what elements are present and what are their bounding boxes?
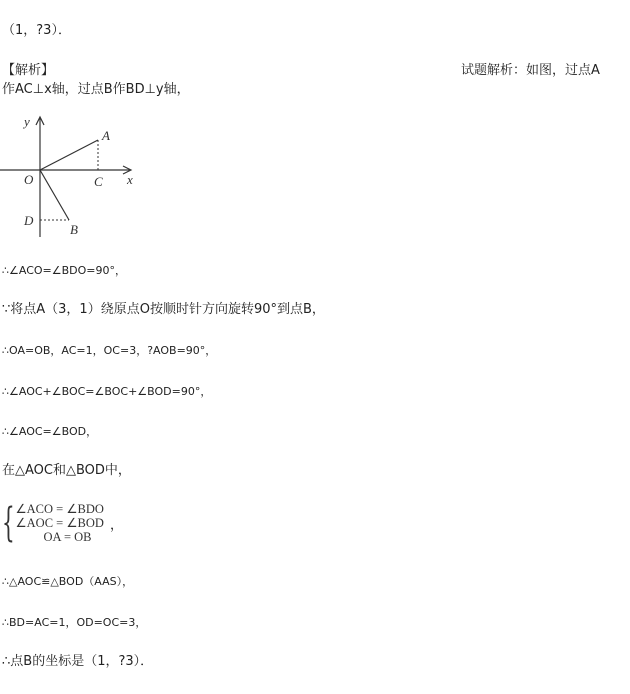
- equation-3: OA = OB: [43, 530, 92, 544]
- step-3: ∴OA=OB，AC=1，OC=3，?AOB=90°，: [2, 344, 217, 357]
- equation-tail: ，: [109, 517, 123, 533]
- segment-oa: [40, 140, 98, 170]
- equation-lines: [15, 502, 104, 544]
- label-x: x: [127, 172, 133, 187]
- coordinate-diagram: [0, 112, 150, 242]
- label-y: y: [24, 114, 30, 129]
- label-b: B: [70, 222, 78, 237]
- label-d: D: [24, 213, 34, 228]
- equation-2: ∠AOC = ∠BOD: [15, 516, 104, 530]
- segment-ob: [40, 170, 69, 220]
- step-5: ∴∠AOC=∠BOD，: [2, 425, 98, 438]
- label-o: O: [24, 172, 34, 187]
- left-brace: {: [2, 500, 15, 546]
- step-6: 在△AOC和△BOD中，: [2, 463, 131, 478]
- analysis-intro-left: 作AC⊥x轴，过点B作BD⊥y轴，: [2, 82, 190, 97]
- step-7: ∴△AOC≌△BOD（AAS），: [2, 575, 134, 588]
- label-a: A: [102, 128, 110, 143]
- equation-1: ∠ACO = ∠BDO: [15, 502, 104, 516]
- step-1: ∴∠ACO=∠BDO=90°，: [2, 264, 126, 277]
- equation-system: [2, 502, 123, 544]
- step-4: ∴∠AOC+∠BOC=∠BOC+∠BOD=90°，: [2, 385, 212, 398]
- answer-line: （1，?3）．: [2, 23, 71, 38]
- analysis-intro-right: 试题解析：如图，过点A: [461, 63, 600, 78]
- step-9: ∴点B的坐标是（1，?3）．: [2, 654, 154, 669]
- step-2: ∵将点A（3，1）绕原点O按顺时针方向旋转90°到点B，: [2, 302, 325, 317]
- step-8: ∴BD=AC=1，OD=OC=3，: [2, 616, 147, 629]
- analysis-label: 【解析】: [2, 63, 55, 78]
- label-c: C: [94, 174, 103, 189]
